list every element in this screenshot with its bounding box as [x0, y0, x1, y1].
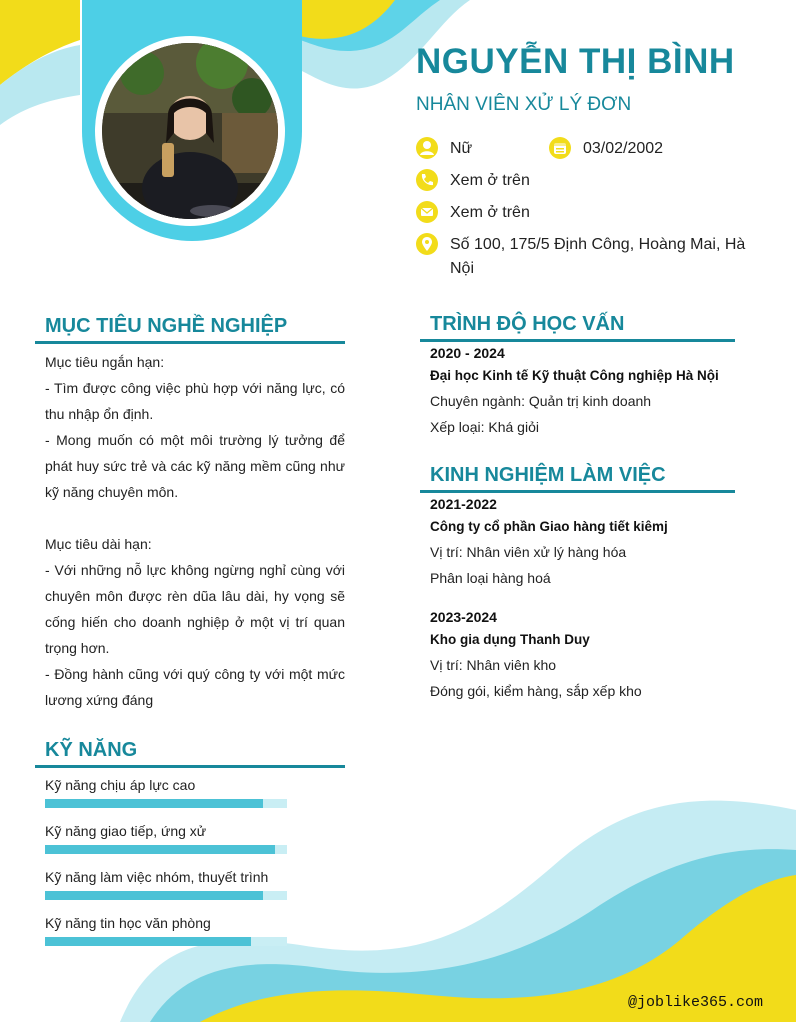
skill-label: Kỹ năng chịu áp lực cao — [45, 777, 196, 793]
education-title: TRÌNH ĐỘ HỌC VẤN — [430, 313, 625, 335]
person-icon — [416, 137, 438, 159]
skill-bar — [45, 937, 287, 946]
education-major: Chuyên ngành: Quản trị kinh doanh — [430, 393, 652, 409]
profile-photo — [102, 43, 278, 219]
objective-divider — [35, 341, 345, 344]
education-school: Đại học Kinh tế Kỹ thuật Công nghiệp Hà Nội — [430, 368, 719, 383]
skill-bar — [45, 845, 287, 854]
skill-label: Kỹ năng giao tiếp, ứng xử — [45, 823, 207, 839]
experience-title: KINH NGHIỆM LÀM VIỆC — [430, 464, 666, 486]
job-task: Phân loại hàng hoá — [430, 570, 551, 586]
job-company: Công ty cổ phần Giao hàng tiết kiêmj — [430, 519, 668, 534]
job-years: 2021-2022 — [430, 496, 497, 512]
email-value: Xem ở trên — [450, 204, 530, 221]
skill-bar-fill — [45, 799, 263, 808]
calendar-icon — [549, 137, 571, 159]
objective-body — [45, 349, 345, 713]
skills-title: KỸ NĂNG — [45, 739, 138, 761]
birthdate-value: 03/02/2002 — [583, 140, 664, 157]
objective-short-label: Mục tiêu ngắn hạn: — [45, 354, 165, 370]
job-years: 2023-2024 — [430, 609, 497, 625]
gender-value: Nữ — [450, 140, 473, 157]
objective-short-2: - Mong muốn có một môi trường lý tưởng để phát huy sức trẻ và các kỹ năng mềm cũng như kỹ năng chuyên môn. — [45, 432, 345, 500]
objective-short-1: - Tìm được công việc phù hợp với năng lực, có thu nhập ổn định. — [45, 380, 345, 422]
location-icon — [416, 233, 438, 255]
skill-bar — [45, 799, 287, 808]
skill-bar-fill — [45, 937, 251, 946]
job-position: Vị trí: Nhân viên kho — [430, 657, 557, 673]
footer-watermark: @joblike365.com — [628, 994, 764, 1011]
experience-divider — [420, 490, 735, 493]
objective-spacer — [45, 505, 345, 531]
education-years: 2020 - 2024 — [430, 345, 505, 361]
job-title: NHÂN VIÊN XỬ LÝ ĐƠN — [416, 94, 632, 115]
address-value: Số 100, 175/5 Định Công, Hoàng Mai, Hà Nội — [450, 236, 746, 277]
objective-long-label: Mục tiêu dài hạn: — [45, 536, 152, 552]
job-task: Đóng gói, kiểm hàng, sắp xếp kho — [430, 683, 642, 699]
skill-bar-fill — [45, 891, 263, 900]
job-position: Vị trí: Nhân viên xử lý hàng hóa — [430, 544, 627, 560]
phone-value: Xem ở trên — [450, 172, 530, 189]
education-divider — [420, 339, 735, 342]
skill-label: Kỹ năng tin học văn phòng — [45, 915, 211, 931]
objective-long-2: - Đồng hành cũng với quý công ty với một mức lương xứng đáng — [45, 666, 345, 708]
job-company: Kho gia dụng Thanh Duy — [430, 632, 590, 647]
skill-bar-fill — [45, 845, 275, 854]
skill-bar — [45, 891, 287, 900]
candidate-name: NGUYỄN THỊ BÌNH — [416, 42, 735, 81]
education-rank: Xếp loại: Khá giỏi — [430, 419, 539, 435]
objective-title: MỤC TIÊU NGHỀ NGHIỆP — [45, 315, 288, 337]
objective-long-1: - Với những nỗ lực không ngừng nghỉ cùng với chuyên môn được rèn dũa lâu dài, hy vọng sẽ cống hiến cho doanh nghiệp ở một vị trí quan trọng hơn. — [45, 562, 345, 656]
skill-label: Kỹ năng làm việc nhóm, thuyết trình — [45, 869, 269, 885]
skills-divider — [35, 765, 345, 768]
phone-icon — [416, 169, 438, 191]
email-icon — [416, 201, 438, 223]
